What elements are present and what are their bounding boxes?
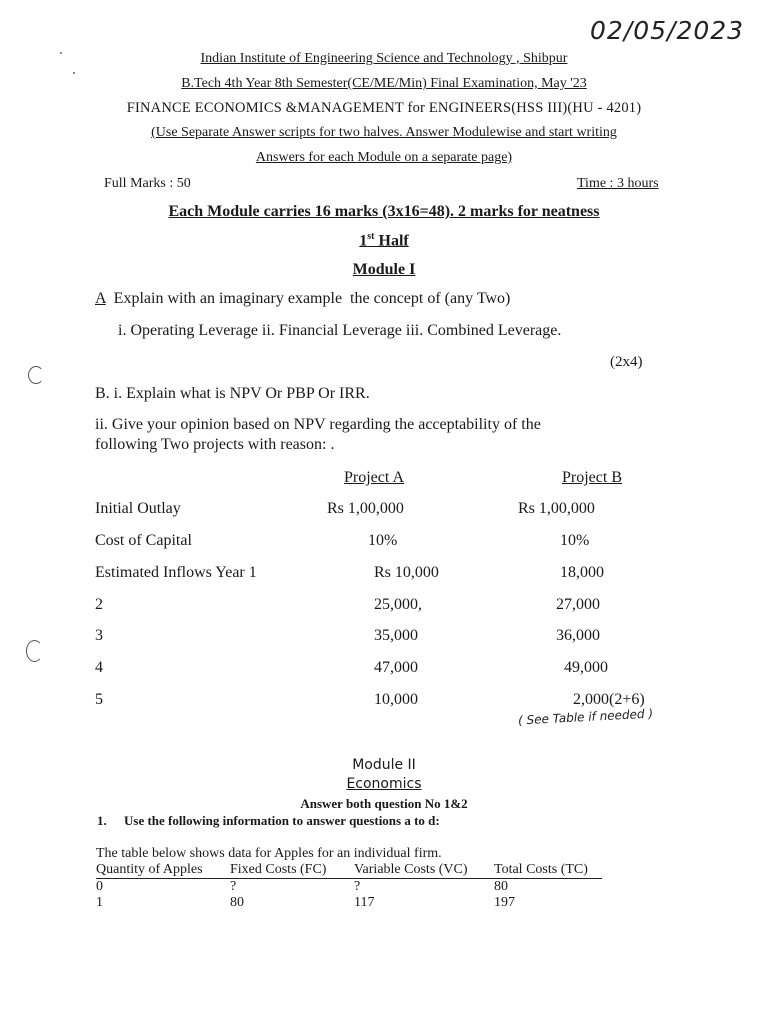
exam-title: B.Tech 4th Year 8th Semester(CE/ME/Min) Final Examination, May '23 — [181, 76, 587, 91]
module-2-subtitle: Economics — [346, 776, 422, 792]
project-b-header: Project B — [562, 469, 622, 486]
cost-table-intro: The table below shows data for Apples for an individual firm. — [96, 846, 442, 861]
handwritten-note: ( See Table if needed ) — [517, 706, 654, 728]
half-superscript: st — [367, 231, 375, 242]
cost-table-row — [96, 879, 602, 896]
half-word: Half — [374, 232, 409, 250]
binder-hole-mark — [26, 640, 43, 662]
table-cell-project-b: 2,000(2+6) — [573, 691, 645, 708]
cost-table-header: Quantity of Apples — [96, 862, 230, 879]
exam-time: Time : 3 hours — [577, 176, 659, 191]
question-a — [95, 290, 510, 308]
scan-speck — [73, 72, 75, 74]
handwritten-date: 02/05/2023 — [590, 16, 745, 45]
question-b-i: B. i. Explain what is NPV Or PBP Or IRR. — [95, 385, 370, 402]
module-1-title: Module I — [352, 261, 416, 278]
cost-table-cell: 1 — [96, 895, 103, 910]
table-row-label: Cost of Capital — [95, 532, 192, 549]
cost-table-header: Variable Costs (VC) — [354, 862, 494, 879]
module-2-title: Module II — [352, 757, 416, 773]
marks-note: Each Module carries 16 marks (3x16=48). 2 marks for neatness — [168, 203, 600, 220]
table-row-label: Initial Outlay — [95, 500, 181, 517]
half-number: 1 — [359, 232, 368, 250]
question-a-marks: (2x4) — [610, 354, 643, 370]
cost-table-cell: ? — [230, 879, 237, 894]
table-row-label: Estimated Inflows Year 1 — [95, 564, 257, 581]
module-2-instruction: Answer both question No 1&2 — [300, 796, 468, 811]
cost-table-header: Fixed Costs (FC) — [230, 862, 354, 879]
binder-hole-mark — [28, 366, 44, 384]
table-row-label: 3 — [95, 627, 103, 644]
full-marks: Full Marks : 50 — [104, 176, 191, 191]
cost-table-row — [96, 895, 602, 911]
table-cell-project-b: 27,000 — [556, 596, 600, 613]
table-cell-project-b: 10% — [560, 532, 590, 549]
table-cell-project-b: 36,000 — [556, 627, 600, 644]
cost-table — [96, 862, 602, 911]
cost-table-cell: 80 — [230, 895, 244, 910]
instruction-line-1: (Use Separate Answer scripts for two halves. Answer Modulewise and start writing — [151, 125, 617, 140]
table-cell-project-b: Rs 1,00,000 — [518, 500, 595, 517]
table-row-label: 5 — [95, 691, 103, 708]
table-cell-project-a: Rs 10,000 — [374, 564, 439, 581]
table-cell-project-a: 10,000 — [374, 691, 418, 708]
instruction-line-2: Answers for each Module on a separate page) — [255, 150, 513, 165]
question-b-ii-line-2: following Two projects with reason: . — [95, 436, 335, 453]
subject-title: FINANCE ECONOMICS &MANAGEMENT for ENGINEERS(HSS III)(HU - 4201) — [126, 100, 642, 116]
cost-table-cell: 80 — [494, 879, 508, 894]
institute-name: Indian Institute of Engineering Science and Technology , Shibpur — [200, 51, 568, 66]
cost-table-header-row — [96, 862, 602, 879]
table-row-label: 4 — [95, 659, 103, 676]
question-1-text: Use the following information to answer questions a to d: — [124, 813, 440, 828]
cost-table-cell: 197 — [494, 895, 515, 910]
half-heading — [0, 231, 768, 250]
question-b-ii-line-1: ii. Give your opinion based on NPV regarding the acceptability of the — [95, 416, 541, 433]
table-cell-project-b: 49,000 — [564, 659, 608, 676]
question-1-number: 1. — [97, 813, 107, 828]
table-row-label: 2 — [95, 596, 103, 613]
table-cell-project-a: 25,000, — [374, 596, 422, 613]
table-cell-project-a: 47,000 — [374, 659, 418, 676]
question-a-text: Explain with an imaginary example the concept of (any Two) — [105, 290, 511, 307]
project-a-header: Project A — [344, 469, 404, 486]
question-a-label: A — [95, 290, 106, 307]
table-cell-project-b: 18,000 — [560, 564, 604, 581]
cost-table-cell: 117 — [354, 895, 375, 910]
table-cell-project-a: 35,000 — [374, 627, 418, 644]
cost-table-cell: 0 — [96, 879, 103, 894]
cost-table-cell: ? — [354, 879, 361, 894]
table-cell-project-a: Rs 1,00,000 — [327, 500, 404, 517]
table-cell-project-a: 10% — [368, 532, 398, 549]
question-a-items: i. Operating Leverage ii. Financial Leverage iii. Combined Leverage. — [118, 322, 562, 339]
cost-table-header: Total Costs (TC) — [494, 862, 602, 879]
